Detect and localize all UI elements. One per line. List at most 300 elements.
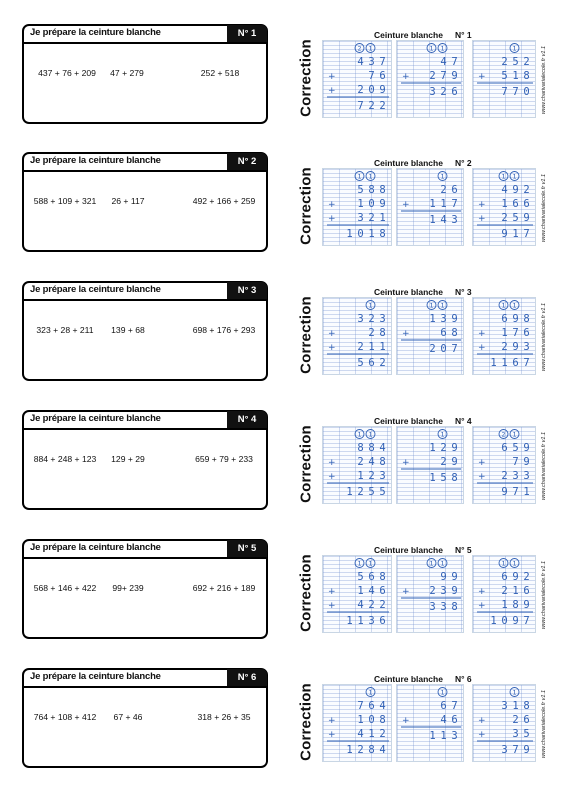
carry-digit: 1 — [512, 301, 517, 310]
term-digit: 6 — [523, 714, 530, 726]
carry-digit: 1 — [368, 172, 373, 181]
operation: 26 + 117 — [111, 196, 145, 206]
correction-number: N° 4 — [454, 416, 472, 426]
term-digit: 7 — [379, 56, 386, 68]
term-digit: 1 — [429, 442, 436, 454]
term-digit: 1 — [512, 700, 519, 712]
plus-sign: + — [402, 329, 410, 339]
result-digit: 2 — [357, 744, 364, 756]
correction-label — [296, 30, 316, 126]
term-digit: 4 — [357, 56, 364, 68]
carry-digit: 1 — [501, 172, 506, 181]
term-digit: 5 — [523, 728, 530, 740]
term-digit: 9 — [451, 585, 458, 597]
handwritten-sheet — [472, 168, 536, 246]
handwritten-sheet — [322, 297, 392, 375]
term-digit: 2 — [512, 714, 519, 726]
term-digit: 8 — [368, 442, 375, 454]
term-digit: 2 — [501, 470, 508, 482]
term-digit: 2 — [501, 56, 508, 68]
plus-sign: + — [402, 72, 410, 82]
correction-title — [374, 545, 472, 555]
plus-sign: + — [402, 458, 410, 468]
carry-digit: 1 — [368, 559, 373, 568]
operation: 67 + 46 — [113, 712, 143, 722]
term-digit: 8 — [523, 313, 530, 325]
result-digit: 1 — [429, 472, 436, 484]
exercise-card — [22, 281, 268, 381]
term-digit: 3 — [379, 313, 386, 325]
term-digit: 3 — [512, 728, 519, 740]
term-digit: 6 — [501, 313, 508, 325]
operations — [24, 42, 266, 122]
handwritten-sheet — [322, 555, 392, 633]
term-digit: 5 — [501, 70, 508, 82]
term-digit: 6 — [379, 585, 386, 597]
site-credit-text: www.charivarialecole.fr v1.1 — [541, 302, 547, 372]
term-digit: 5 — [512, 212, 519, 224]
correction-title-text: Ceinture blanche — [374, 30, 443, 40]
result-digit: 9 — [501, 486, 508, 498]
term-digit: 0 — [368, 198, 375, 210]
term-digit: 8 — [451, 327, 458, 339]
exercise-card — [22, 152, 268, 252]
site-credit-text: www.charivarialecole.fr v1.1 — [541, 560, 547, 630]
term-digit: 2 — [523, 56, 530, 68]
term-digit: 9 — [451, 571, 458, 583]
correction-label — [296, 287, 316, 383]
term-digit: 2 — [379, 728, 386, 740]
result-digit: 0 — [440, 343, 447, 355]
site-credit-text: www.charivarialecole.fr v1.1 — [541, 689, 547, 759]
term-digit: 9 — [523, 599, 530, 611]
term-digit: 6 — [440, 327, 447, 339]
correction-label — [296, 416, 316, 512]
operation: 437 + 76 + 209 — [38, 68, 96, 78]
result-digit: 6 — [379, 615, 386, 627]
site-credit — [538, 160, 550, 256]
result-digit: 1 — [429, 730, 436, 742]
result-digit: 3 — [451, 730, 458, 742]
term-digit: 3 — [368, 56, 375, 68]
term-digit: 2 — [357, 341, 364, 353]
term-digit: 2 — [501, 212, 508, 224]
term-digit: 3 — [440, 313, 447, 325]
term-digit: 1 — [357, 470, 364, 482]
plus-sign: + — [478, 343, 486, 353]
plus-sign: + — [328, 214, 336, 224]
result-digit: 0 — [523, 86, 530, 98]
handwritten-calculation — [473, 427, 537, 505]
result-digit: 9 — [501, 228, 508, 240]
term-digit: 2 — [379, 599, 386, 611]
correction-number: N° 2 — [454, 158, 472, 168]
plus-sign: + — [328, 587, 336, 597]
result-digit: 7 — [512, 86, 519, 98]
plus-sign: + — [328, 730, 336, 740]
term-digit: 5 — [512, 442, 519, 454]
correction-number: N° 5 — [454, 545, 472, 555]
plus-sign: + — [478, 214, 486, 224]
result-digit: 0 — [501, 615, 508, 627]
result-digit: 1 — [346, 615, 353, 627]
term-digit: 2 — [501, 585, 508, 597]
term-digit: 9 — [379, 84, 386, 96]
card-number: N° 4 — [227, 411, 267, 428]
term-digit: 7 — [451, 56, 458, 68]
carry-digit: 1 — [440, 44, 445, 53]
handwritten-calculation — [397, 41, 465, 119]
term-digit: 6 — [451, 184, 458, 196]
term-digit: 8 — [512, 599, 519, 611]
term-digit: 7 — [368, 70, 375, 82]
handwritten-sheet — [396, 40, 464, 118]
plus-sign: + — [478, 730, 486, 740]
result-digit: 1 — [440, 730, 447, 742]
result-digit: 6 — [368, 357, 375, 369]
card-number: N° 5 — [227, 540, 267, 557]
result-digit: 5 — [440, 472, 447, 484]
result-digit: 4 — [379, 744, 386, 756]
term-digit: 4 — [368, 456, 375, 468]
handwritten-calculation — [397, 169, 465, 247]
term-digit: 7 — [440, 70, 447, 82]
carry-digit: 1 — [357, 172, 362, 181]
term-digit: 3 — [512, 470, 519, 482]
carry-digit: 1 — [357, 559, 362, 568]
term-digit: 3 — [357, 212, 364, 224]
term-digit: 4 — [501, 184, 508, 196]
term-digit: 9 — [379, 198, 386, 210]
site-credit — [538, 676, 550, 772]
carry-digit: 1 — [429, 301, 434, 310]
carry-digit: 1 — [368, 430, 373, 439]
carry-digit: 1 — [512, 44, 517, 53]
operation: 129 + 29 — [111, 454, 145, 464]
card-title: Je prépare la ceinture blanche — [30, 27, 161, 38]
exercise-row — [0, 410, 565, 520]
result-digit: 7 — [523, 615, 530, 627]
carry-digit: 1 — [512, 688, 517, 697]
term-digit: 9 — [451, 456, 458, 468]
result-digit: 1 — [523, 486, 530, 498]
handwritten-calculation — [473, 298, 537, 376]
result-digit: 2 — [379, 357, 386, 369]
plus-sign: + — [478, 329, 486, 339]
handwritten-calculation — [473, 169, 537, 247]
operation: 588 + 109 + 321 — [33, 196, 97, 206]
correction-number: N° 6 — [454, 674, 472, 684]
site-credit — [538, 418, 550, 514]
result-digit: 7 — [523, 228, 530, 240]
carry-digit: 1 — [512, 559, 517, 568]
term-digit: 1 — [368, 341, 375, 353]
result-digit: 0 — [357, 228, 364, 240]
result-digit: 3 — [368, 615, 375, 627]
exercise-card — [22, 539, 268, 639]
exercise-row — [0, 281, 565, 391]
correction-title — [374, 416, 472, 426]
term-digit: 1 — [512, 585, 519, 597]
term-digit: 7 — [512, 456, 519, 468]
correction-title-text: Ceinture blanche — [374, 416, 443, 426]
correction-title-text: Ceinture blanche — [374, 545, 443, 555]
correction-number: N° 1 — [454, 30, 472, 40]
exercise-row — [0, 668, 565, 778]
correction-label-text: Correction — [297, 554, 315, 632]
result-digit: 1 — [512, 228, 519, 240]
term-digit: 9 — [451, 313, 458, 325]
term-digit: 8 — [379, 571, 386, 583]
handwritten-sheet — [472, 684, 536, 762]
term-digit: 9 — [512, 313, 519, 325]
handwritten-sheet — [396, 684, 464, 762]
term-digit: 4 — [379, 442, 386, 454]
term-digit: 6 — [501, 571, 508, 583]
correction-label-text: Correction — [297, 167, 315, 245]
result-digit: 7 — [512, 744, 519, 756]
card-title: Je prépare la ceinture blanche — [30, 542, 161, 553]
carry-digit: 1 — [368, 688, 373, 697]
result-digit: 1 — [490, 615, 497, 627]
correction-title-text: Ceinture blanche — [374, 287, 443, 297]
handwritten-calculation — [397, 427, 465, 505]
correction-label-text: Correction — [297, 683, 315, 761]
carry-digit: 1 — [501, 301, 506, 310]
term-digit: 1 — [429, 313, 436, 325]
term-digit: 1 — [357, 585, 364, 597]
carry-digit: 1 — [440, 301, 445, 310]
plus-sign: + — [328, 329, 336, 339]
term-digit: 2 — [368, 599, 375, 611]
operation: 252 + 518 — [200, 68, 240, 78]
handwritten-calculation — [323, 556, 393, 634]
term-digit: 2 — [368, 212, 375, 224]
result-digit: 1 — [346, 486, 353, 498]
exercise-card — [22, 410, 268, 510]
term-digit: 9 — [523, 456, 530, 468]
result-digit: 7 — [501, 86, 508, 98]
term-digit: 4 — [368, 585, 375, 597]
term-digit: 7 — [357, 700, 364, 712]
plus-sign: + — [478, 601, 486, 611]
result-digit: 1 — [501, 357, 508, 369]
handwritten-sheet — [322, 168, 392, 246]
correction-label — [296, 158, 316, 254]
exercise-card — [22, 668, 268, 768]
exercise-row — [0, 24, 565, 134]
handwritten-sheet — [322, 684, 392, 762]
term-digit: 6 — [501, 442, 508, 454]
plus-sign: + — [328, 343, 336, 353]
result-digit: 6 — [512, 357, 519, 369]
result-digit: 4 — [440, 214, 447, 226]
plus-sign: + — [328, 472, 336, 482]
carry-digit: 1 — [512, 430, 517, 439]
term-digit: 2 — [523, 184, 530, 196]
plus-sign: + — [328, 86, 336, 96]
result-digit: 7 — [451, 343, 458, 355]
correction-title-text: Ceinture blanche — [374, 158, 443, 168]
exercise-row — [0, 152, 565, 262]
term-digit: 5 — [512, 56, 519, 68]
carry-digit: 1 — [440, 430, 445, 439]
handwritten-calculation — [323, 427, 393, 505]
carry-digit: 1 — [357, 430, 362, 439]
carry-digit: 1 — [512, 172, 517, 181]
handwritten-sheet — [322, 40, 392, 118]
term-digit: 7 — [451, 700, 458, 712]
handwritten-calculation — [323, 169, 393, 247]
term-digit: 6 — [368, 700, 375, 712]
term-digit: 8 — [368, 184, 375, 196]
term-digit: 2 — [357, 84, 364, 96]
term-digit: 1 — [429, 198, 436, 210]
term-digit: 1 — [501, 198, 508, 210]
correction-label — [296, 545, 316, 641]
term-digit: 9 — [440, 571, 447, 583]
plus-sign: + — [478, 200, 486, 210]
carry-digit: 2 — [357, 44, 362, 53]
card-number: N° 2 — [227, 153, 267, 170]
correction-title-text: Ceinture blanche — [374, 674, 443, 684]
handwritten-sheet — [472, 297, 536, 375]
term-digit: 8 — [523, 70, 530, 82]
site-credit — [538, 547, 550, 643]
card-title: Je prépare la ceinture blanche — [30, 155, 161, 166]
result-digit: 2 — [357, 486, 364, 498]
plus-sign: + — [402, 200, 410, 210]
result-digit: 1 — [368, 228, 375, 240]
result-digit: 1 — [346, 228, 353, 240]
operation: 99+ 239 — [112, 583, 144, 593]
handwritten-sheet — [472, 426, 536, 504]
term-digit: 8 — [379, 456, 386, 468]
term-digit: 0 — [368, 84, 375, 96]
handwritten-calculation — [397, 556, 465, 634]
correction-label-text: Correction — [297, 39, 315, 117]
result-digit: 6 — [451, 86, 458, 98]
term-digit: 3 — [357, 313, 364, 325]
plus-sign: + — [478, 72, 486, 82]
result-digit: 3 — [429, 86, 436, 98]
operation: 47 + 279 — [110, 68, 144, 78]
operation: 659 + 79 + 233 — [195, 454, 253, 464]
operations — [24, 686, 266, 766]
operation: 764 + 108 + 412 — [33, 712, 97, 722]
operations — [24, 170, 266, 250]
term-digit: 2 — [368, 327, 375, 339]
operation: 884 + 248 + 123 — [33, 454, 97, 464]
operation: 318 + 26 + 35 — [197, 712, 251, 722]
term-digit: 6 — [523, 585, 530, 597]
term-digit: 4 — [440, 56, 447, 68]
term-digit: 9 — [523, 442, 530, 454]
exercise-card — [22, 24, 268, 124]
result-digit: 8 — [451, 472, 458, 484]
term-digit: 8 — [379, 184, 386, 196]
result-digit: 1 — [429, 214, 436, 226]
result-digit: 8 — [368, 744, 375, 756]
operation: 698 + 176 + 293 — [192, 325, 256, 335]
term-digit: 6 — [512, 198, 519, 210]
correction-title — [374, 158, 472, 168]
term-digit: 6 — [440, 700, 447, 712]
handwritten-sheet — [396, 555, 464, 633]
term-digit: 4 — [357, 599, 364, 611]
carry-digit: 1 — [368, 301, 373, 310]
site-credit-text: www.charivarialecole.fr v1.1 — [541, 45, 547, 115]
plus-sign: + — [328, 200, 336, 210]
card-title: Je prépare la ceinture blanche — [30, 284, 161, 295]
term-digit: 6 — [523, 198, 530, 210]
term-digit: 4 — [357, 728, 364, 740]
term-digit: 4 — [379, 700, 386, 712]
term-digit: 0 — [368, 714, 375, 726]
carry-digit: 1 — [501, 559, 506, 568]
term-digit: 9 — [451, 70, 458, 82]
operation: 568 + 146 + 422 — [33, 583, 97, 593]
term-digit: 1 — [357, 198, 364, 210]
operations — [24, 428, 266, 508]
result-digit: 2 — [429, 343, 436, 355]
correction-label — [296, 674, 316, 770]
operation: 323 + 28 + 211 — [36, 325, 94, 335]
carry-digit: 1 — [429, 44, 434, 53]
term-digit: 2 — [368, 470, 375, 482]
term-digit: 2 — [429, 70, 436, 82]
term-digit: 2 — [429, 585, 436, 597]
correction-title — [374, 30, 472, 40]
result-digit: 2 — [379, 100, 386, 112]
term-digit: 7 — [512, 327, 519, 339]
term-digit: 8 — [357, 442, 364, 454]
term-digit: 1 — [501, 599, 508, 611]
site-credit-text: www.charivarialecole.fr v1.1 — [541, 173, 547, 243]
term-digit: 8 — [523, 700, 530, 712]
term-digit: 9 — [512, 341, 519, 353]
term-digit: 8 — [379, 327, 386, 339]
correction-label-text: Correction — [297, 296, 315, 374]
term-digit: 2 — [440, 456, 447, 468]
plus-sign: + — [402, 716, 410, 726]
plus-sign: + — [328, 716, 336, 726]
term-digit: 2 — [368, 313, 375, 325]
term-digit: 6 — [523, 327, 530, 339]
result-digit: 7 — [512, 486, 519, 498]
plus-sign: + — [478, 472, 486, 482]
term-digit: 1 — [368, 728, 375, 740]
plus-sign: + — [478, 587, 486, 597]
handwritten-calculation — [323, 685, 393, 763]
term-digit: 3 — [379, 470, 386, 482]
plus-sign: + — [478, 716, 486, 726]
card-number: N° 3 — [227, 282, 267, 299]
handwritten-calculation — [323, 41, 393, 119]
term-digit: 9 — [512, 571, 519, 583]
term-digit: 5 — [357, 571, 364, 583]
operation: 492 + 166 + 259 — [192, 196, 256, 206]
result-digit: 1 — [490, 357, 497, 369]
term-digit: 7 — [451, 198, 458, 210]
term-digit: 2 — [523, 571, 530, 583]
carry-digit: 1 — [368, 44, 373, 53]
handwritten-sheet — [396, 426, 464, 504]
result-digit: 7 — [357, 100, 364, 112]
site-credit — [538, 289, 550, 385]
correction-label-text: Correction — [297, 425, 315, 503]
carry-digit: 1 — [440, 559, 445, 568]
